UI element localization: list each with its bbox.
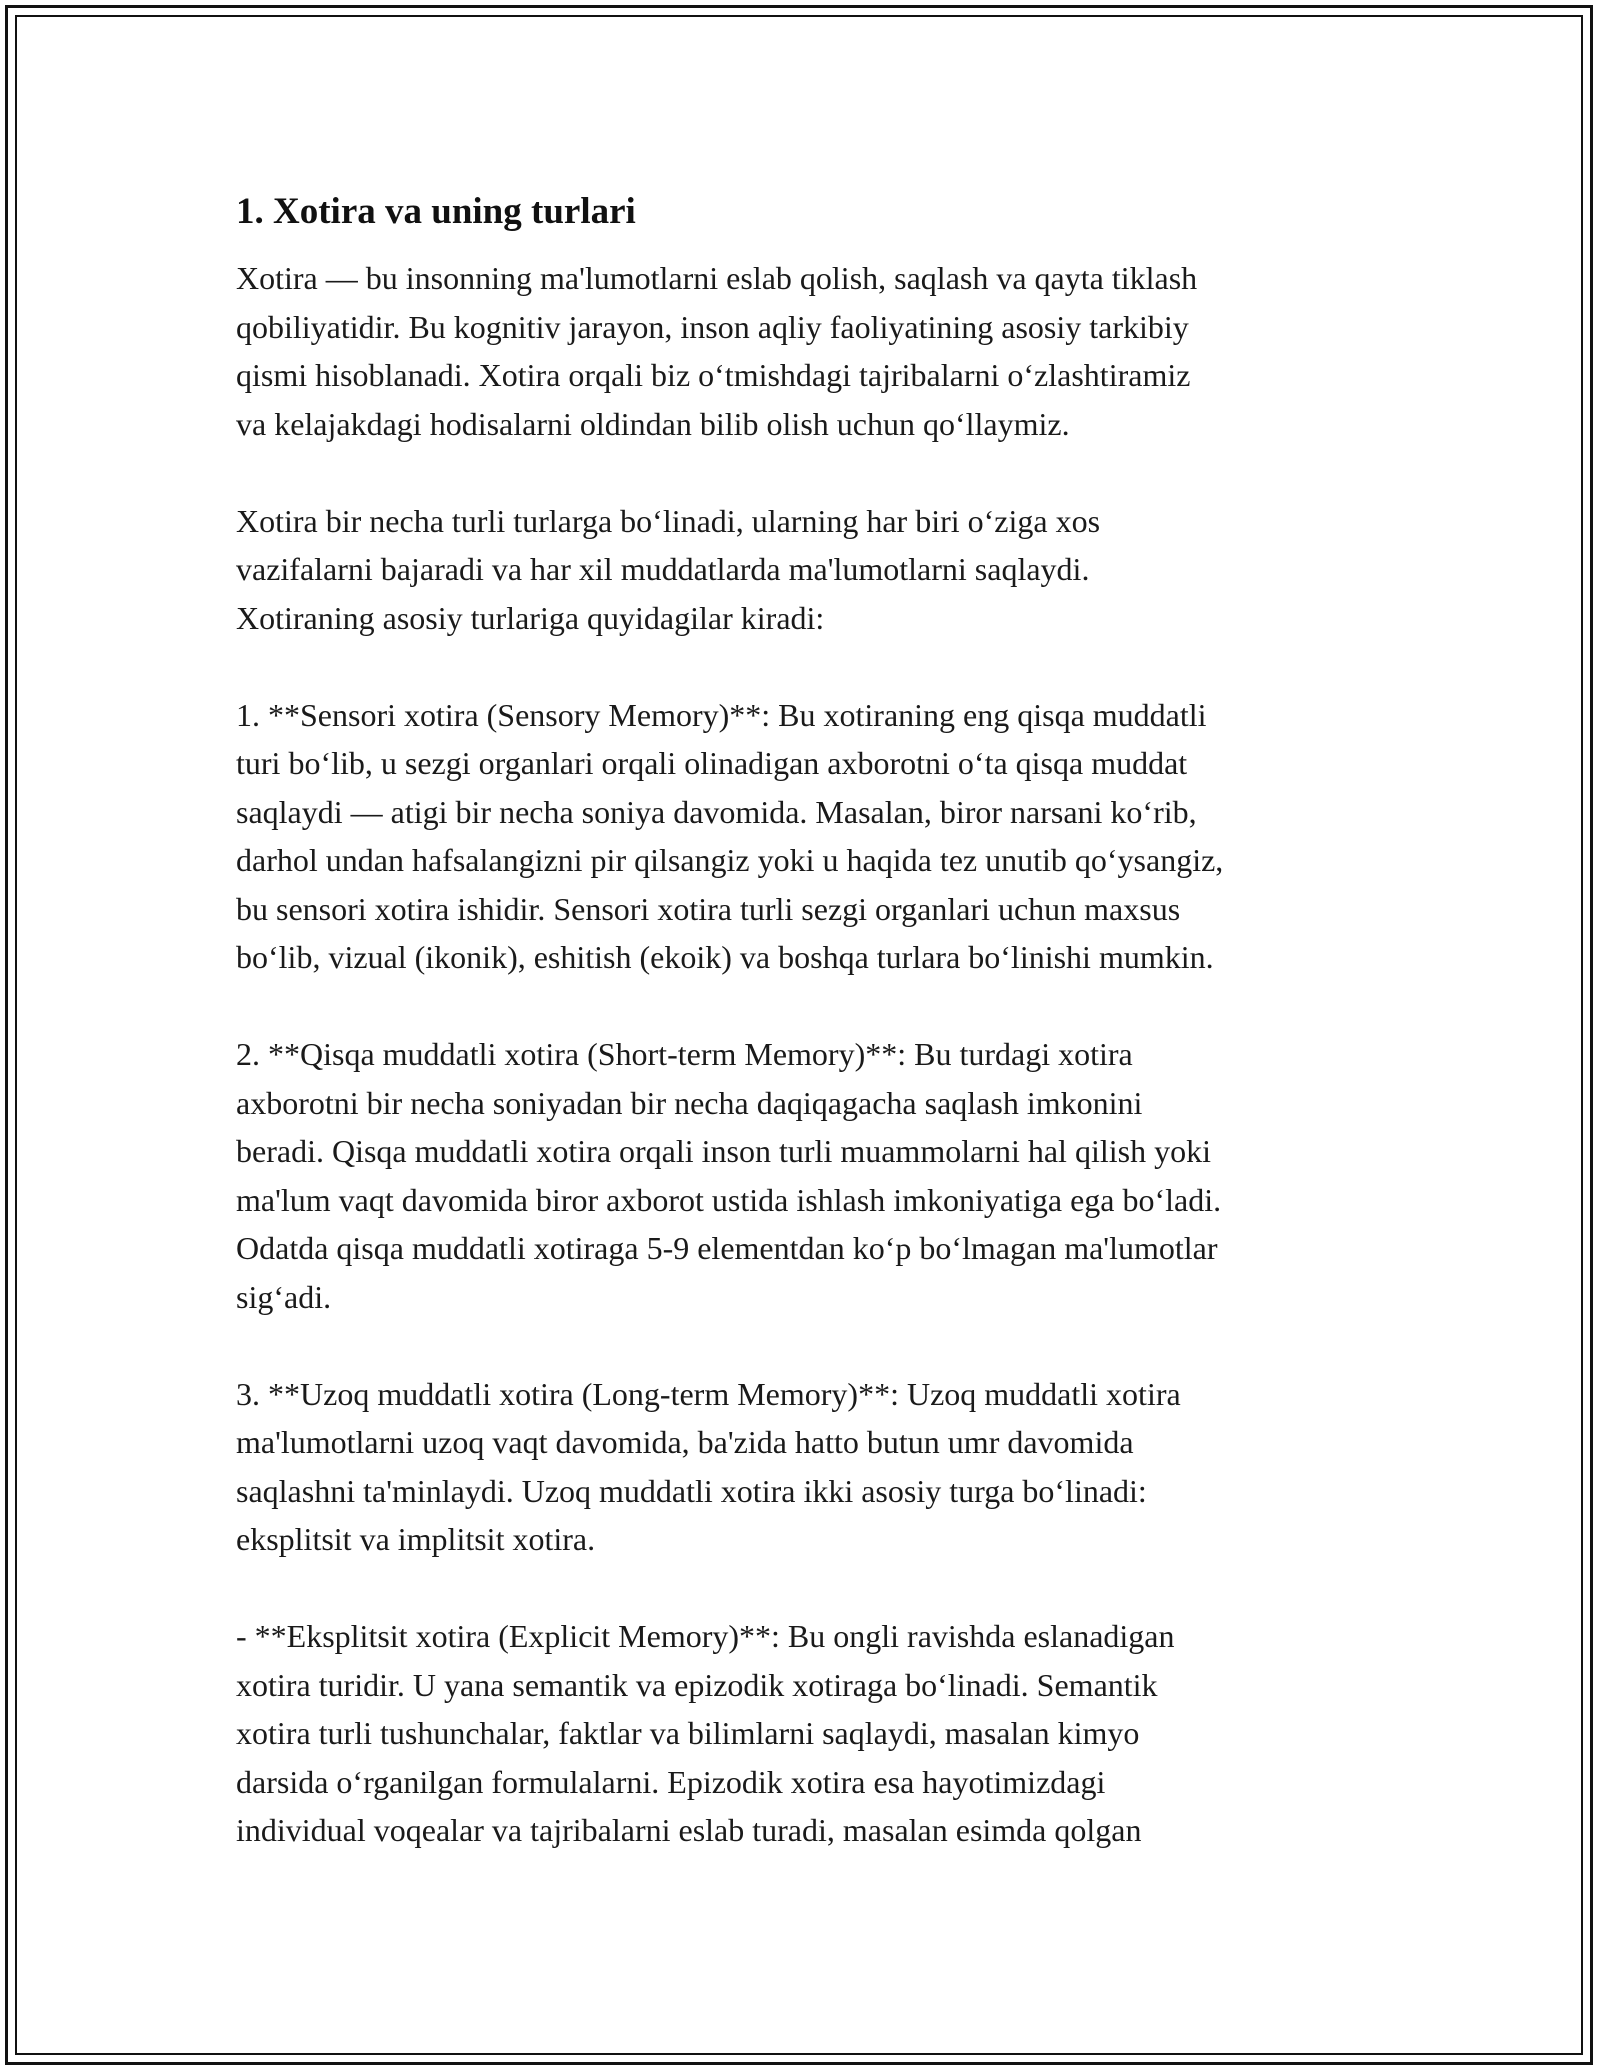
paragraph-spacer: [236, 642, 1376, 691]
paragraph-spacer: [236, 448, 1376, 497]
paragraph-explicit-memory: - **Eksplitsit xotira (Explicit Memory)**: Bu ongli ravishda eslanadigan xotira turidir. U yana semantik va epizodik xotiraga bo‘linadi. Semantik xotira turli tushunchalar, faktlar va bilimlarni saqlaydi, masalan kimyo darsida o‘rganilgan formulalarni. Epizodik xotira esa hayotimizdagi individual voqealar va tajribalarni eslab turadi, masalan esimda qolgan: [236, 1618, 1175, 1848]
section-heading: 1. Xotira va uning turlari: [236, 191, 636, 232]
paragraph-spacer: [236, 1321, 1376, 1370]
document-body: [236, 188, 1376, 1855]
paragraph-spacer: [236, 982, 1376, 1031]
paragraph-types-overview: Xotira bir necha turli turlarga bo‘linadi, ularning har biri o‘ziga xos vazifalarni bajaradi va har xil muddatlarda ma'lumotlarni saqlaydi. Xotiraning asosiy turlariga quyidagilar kiradi:: [236, 502, 1101, 636]
paragraph-short-term-memory: 2. **Qisqa muddatli xotira (Short-term Memory)**: Bu turdagi xotira axborotni bir necha soniyadan bir necha daqiqagacha saqlash imkonini beradi. Qisqa muddatli xotira orqali inson turli muammolarni hal qilish yoki ma'lum vaqt davomida biror axborot ustida ishlash imkoniyatiga ega bo‘ladi. Odatda qisqa muddatli xotiraga 5-9 elementdan ko‘p bo‘lmagan ma'lumotlar sig‘adi.: [236, 1036, 1222, 1315]
paragraph-spacer: [236, 1564, 1376, 1613]
paragraph-intro: Xotira — bu insonning ma'lumotlarni eslab qolish, saqlash va qayta tiklash qobiliyatidir. Bu kognitiv jarayon, inson aqliy faoliyatining asosiy tarkibiy qismi hisoblanadi. Xotira orqali biz o‘tmishdagi tajribalarni o‘zlashtiramiz va kelajakdagi hodisalarni oldindan bilib olish uchun qo‘llaymiz.: [236, 260, 1198, 442]
paragraph-sensory-memory: 1. **Sensori xotira (Sensory Memory)**: Bu xotiraning eng qisqa muddatli turi bo‘lib, u sezgi organlari orqali olinadigan axborotni o‘ta qisqa muddat saqlaydi — atigi bir necha soniya davomida. Masalan, biror narsani ko‘rib, darhol undan hafsalangizni pir qilsangiz yoki u haqida tez unutib qo‘ysangiz, bu sensori xotira ishidir. Sensori xotira turli sezgi organlari uchun maxsus bo‘lib, vizual (ikonik), eshitish (ekoik) va boshqa turlara bo‘linishi mumkin.: [236, 696, 1224, 975]
paragraph-long-term-memory: 3. **Uzoq muddatli xotira (Long-term Memory)**: Uzoq muddatli xotira ma'lumotlarni uzoq vaqt davomida, ba'zida hatto butun umr davomida saqlashni ta'minlaydi. Uzoq muddatli xotira ikki asosiy turga bo‘linadi: eksplitsit va implitsit xotira.: [236, 1375, 1181, 1557]
